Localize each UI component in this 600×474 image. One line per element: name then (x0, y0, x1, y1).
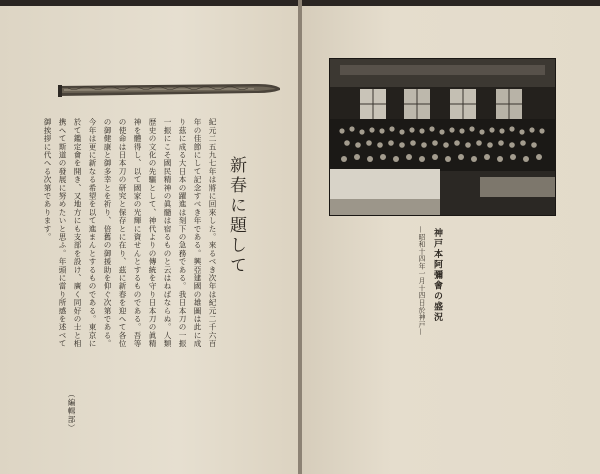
group-photo (329, 58, 556, 216)
left-page (0, 6, 298, 474)
sword-illustration (58, 80, 280, 100)
photo-caption-title: 神戸本阿彌會の盛況 (432, 228, 442, 323)
essay-title: 新春に題して (226, 156, 246, 276)
photo-caption-date: —昭和十四年一月十四日於神戸— (417, 226, 425, 336)
essay-body: 紀元二五九七年は將に回來した。來るべき次年は紀元二千六百年の佳節にして記念すべき年である。興亞建國の雄圖は此に成り茲に成る大日本の躍進は刻下の急務である。我日本刀の一振一振にこそ國民精神の眞髓は宿るものと云はねばならぬ。人類歴史の文化の先驅として、神代よりの傳統を守り日本刀の眞精神を體得し、以て國家の光輝に資せんとするものである。吾等の使命は日本刀の研究と保存とに在り、茲に新春を迎へて各位の御健康と御多幸とを祈り、倍舊の御援助を仰ぐ次第である。今年は更に新なる希望を以て進まんとするものである。東京に於て鑑定會を開き、又地方にも支部を設け、廣く同好の士と相携へて斯道の發展に努めたいと思ふ。年頭に當り所感を述べて御挨拶に代へる次第であります。 (43, 118, 217, 348)
essay-author: （編輯部） (67, 390, 76, 433)
